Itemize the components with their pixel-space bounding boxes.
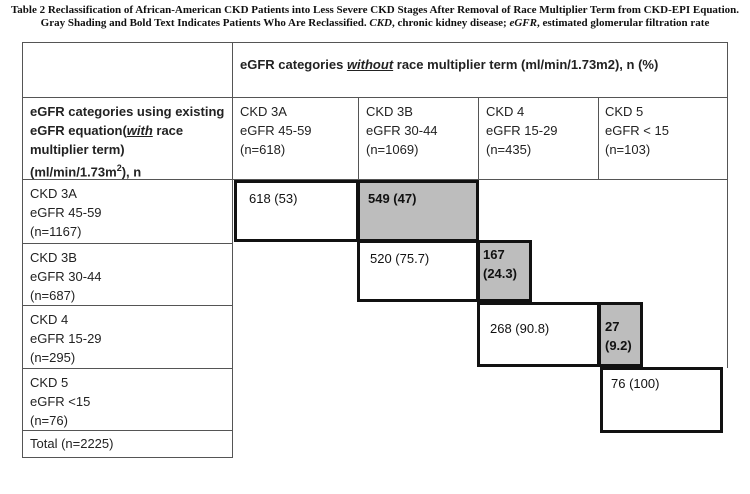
row-total: Total (n=2225)	[30, 436, 114, 451]
row-header-line-2-before: eGFR equation(	[30, 123, 127, 138]
table-border-bottom	[22, 457, 232, 458]
column-header-ckd3b	[366, 102, 438, 159]
cell-ckd3b-to-ckd4	[477, 240, 532, 302]
cell-ckd5-to-ckd5	[600, 367, 723, 433]
col-divider-3	[598, 97, 599, 180]
column-range: eGFR 45-59	[240, 123, 312, 138]
cell-ckd4-to-ckd4	[477, 302, 600, 367]
row-header-line-2-emph: with	[126, 123, 153, 138]
column-name: CKD 3A	[240, 104, 287, 119]
column-header-ckd3a	[240, 102, 312, 159]
row-name: CKD 3B	[30, 250, 77, 265]
caption-text: Reclassification of African-American CKD Patients into Less Severe CKD Stages After Removal of Race Multiplier Term from CKD-EPI Equation. Gray Shading and Bold Text Indicates Patients Who Are Reclassified.	[40, 4, 740, 29]
row-header-line-3: multiplier term)	[30, 142, 125, 157]
column-count: (n=103)	[605, 142, 651, 157]
row-range: eGFR 30-44	[30, 269, 102, 284]
column-count: (n=435)	[486, 142, 532, 157]
cell-value-line-2: (9.2)	[605, 338, 632, 353]
row-header-line-1: eGFR categories using existing	[30, 104, 225, 119]
column-name: CKD 5	[605, 104, 644, 119]
row-header-line-4-after: ), n	[121, 164, 142, 180]
cell-value-line-1: 167	[483, 247, 505, 262]
column-header-ckd5	[605, 102, 669, 159]
column-range: eGFR 15-29	[486, 123, 558, 138]
row-range: eGFR <15	[30, 394, 91, 409]
column-group-header-before: eGFR categories	[240, 57, 347, 72]
column-header-ckd4	[486, 102, 558, 159]
row-divider-4	[22, 430, 232, 431]
cell-value-line-2: (24.3)	[483, 266, 517, 281]
row-header-ckd4	[30, 310, 102, 367]
table-border-right	[727, 42, 728, 368]
caption-egfr-def: , estimated glomerular filtration rate	[536, 17, 710, 29]
table-border-top	[22, 42, 728, 43]
row-header-line-4-sup: 2	[116, 163, 122, 173]
cell-value: 520 (75.7)	[370, 251, 430, 266]
column-group-header-emph: without	[346, 57, 394, 72]
row-header-ckd5	[30, 373, 90, 430]
cell-value-line-1: 27	[605, 319, 620, 334]
row-count: (n=687)	[30, 288, 76, 303]
col-divider-2	[478, 97, 479, 180]
row-header-line-2-after: race	[152, 123, 184, 138]
column-name: CKD 3B	[366, 104, 413, 119]
row-name: CKD 4	[30, 312, 69, 327]
row-header-line-4-before: (ml/min/1.73m	[30, 164, 117, 180]
column-count: (n=1069)	[366, 142, 419, 157]
column-group-header	[240, 55, 658, 74]
column-count: (n=618)	[240, 142, 286, 157]
cell-value: 549 (47)	[368, 191, 417, 206]
row-header-ckd3a	[30, 184, 102, 241]
cell-value: 618 (53)	[249, 191, 298, 206]
caption-ckd-abbr: CKD	[369, 17, 392, 29]
column-range: eGFR 30-44	[366, 123, 438, 138]
caption-ckd-def: , chronic kidney disease;	[392, 17, 510, 29]
row-count: (n=295)	[30, 350, 76, 365]
row-header-ckd3b	[30, 248, 102, 305]
column-group-header-after: race multiplier term (ml/min/1.73m2), n (%)	[393, 57, 659, 72]
row-divider-2	[22, 305, 232, 306]
cell-ckd3a-to-ckd3b	[357, 180, 479, 242]
row-count: (n=76)	[30, 413, 68, 428]
cell-value: 268 (90.8)	[490, 321, 550, 336]
column-name: CKD 4	[486, 104, 525, 119]
table-border-left	[22, 42, 23, 458]
row-header-line-2	[30, 121, 230, 140]
row-name: CKD 5	[30, 375, 69, 390]
caption-egfr-abbr: eGFR	[509, 17, 537, 29]
row-range: eGFR 15-29	[30, 331, 102, 346]
cell-value: 76 (100)	[611, 376, 660, 391]
cell-ckd4-to-ckd5	[598, 302, 643, 367]
caption-label: Table 2	[10, 4, 46, 16]
cell-ckd3b-to-ckd3b	[357, 240, 479, 302]
row-header-divider	[232, 42, 233, 458]
header-divider	[22, 97, 728, 98]
row-header-line-4	[30, 159, 230, 181]
col-divider-1	[358, 97, 359, 180]
row-divider-1	[22, 243, 232, 244]
row-range: eGFR 45-59	[30, 205, 102, 220]
row-name: CKD 3A	[30, 186, 77, 201]
row-group-header	[30, 102, 230, 181]
row-divider-3	[22, 368, 232, 369]
cell-ckd3a-to-ckd3a	[234, 180, 359, 242]
column-range: eGFR < 15	[605, 123, 669, 138]
row-count: (n=1167)	[30, 224, 82, 239]
